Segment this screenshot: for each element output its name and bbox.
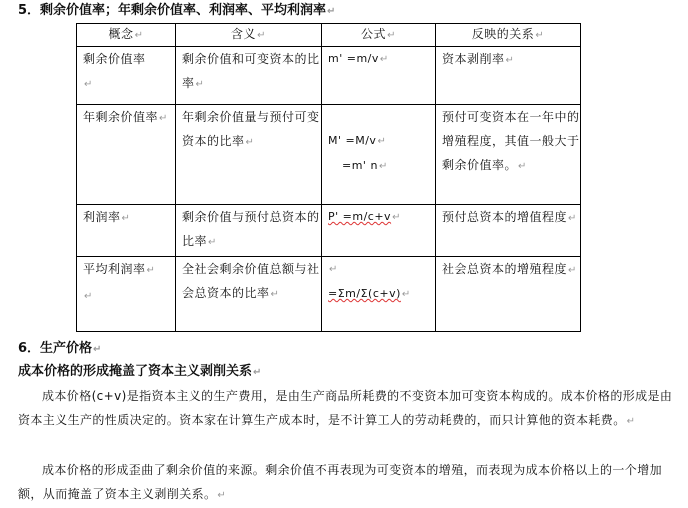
formula-cell: ↵ =Σm/Σ(c+v)↵ xyxy=(322,257,436,332)
header-cell: 反映的关系↵ xyxy=(436,24,581,47)
table-row xyxy=(77,105,581,205)
meaning-cell: 剩余价值和可变资本的比率↵ xyxy=(176,47,322,105)
concept-cell: 剩余价值率 ↵ xyxy=(77,47,176,105)
section-5-heading xyxy=(18,3,335,20)
concept-cell: 平均利润率↵ ↵ xyxy=(77,257,176,332)
concept-table xyxy=(76,23,581,332)
section-6-title: 6．生产价格 xyxy=(18,341,93,356)
header-cell: 含义↵ xyxy=(176,24,322,47)
concept-cell: 年剩余价值率↵ xyxy=(77,105,176,205)
paragraph-text: 成本价格的形成歪曲了剩余价值的来源。剩余价值不再表现为可变资本的增殖，而表现为成本价格以上的一个增加额，从而掩盖了资本主义剥削关系。 xyxy=(18,463,663,501)
paragraph-mark-icon: ↵ xyxy=(93,344,102,355)
subheading xyxy=(18,364,261,381)
meaning-cell: 剩余价值与预付总资本的比率↵ xyxy=(176,205,322,257)
section-6-heading xyxy=(18,341,101,358)
relation-cell: 资本剥削率↵ xyxy=(436,47,581,105)
meaning-cell: 全社会剩余价值总额与社会总资本的比率↵ xyxy=(176,257,322,332)
table-row xyxy=(77,205,581,257)
table-row xyxy=(77,47,581,105)
formula-cell: P' =m/c+v↵ xyxy=(322,205,436,257)
relation-cell: 预付总资本的增值程度↵ xyxy=(436,205,581,257)
header-cell: 概念↵ xyxy=(77,24,176,47)
subheading-text: 成本价格的形成掩盖了资本主义剥削关系 xyxy=(18,364,253,379)
body-paragraph: 成本价格(c+v)是指资本主义的生产费用，是由生产商品所耗费的不变资本加可变资本构成的。成本价格的形成是由资本主义生产的性质决定的。资本家在计算生产成本时，是不计算工人的劳动耗费的，而只计算他的资本耗费。↵ xyxy=(18,389,673,427)
relation-cell: 预付可变资本在一年中的增殖程度，其值一般大于剩余价值率。↵ xyxy=(436,105,581,205)
paragraph-mark-icon: ↵ xyxy=(327,6,336,17)
meaning-cell: 年剩余价值量与预付可变资本的比率↵ xyxy=(176,105,322,205)
paragraph-text: 成本价格(c+v)是指资本主义的生产费用，是由生产商品所耗费的不变资本加可变资本构成的。成本价格的形成是由资本主义生产的性质决定的。资本家在计算生产成本时，是不计算工人的劳动耗费的，而只计算他的资本耗费。 xyxy=(18,389,673,427)
concept-cell: 利润率↵ xyxy=(77,205,176,257)
relation-cell: 社会总资本的增殖程度↵ xyxy=(436,257,581,332)
table-row xyxy=(77,257,581,332)
body-paragraph: 成本价格的形成歪曲了剩余价值的来源。剩余价值不再表现为可变资本的增殖，而表现为成本价格以上的一个增加额，从而掩盖了资本主义剥削关系。↵ xyxy=(18,463,663,501)
section-5-title: 5．剩余价值率；年剩余价值率、利润率、平均利润率 xyxy=(18,3,327,18)
header-cell: 公式↵ xyxy=(322,24,436,47)
formula-cell: M' =M/v↵ =m' n↵ xyxy=(322,105,436,205)
paragraph-mark-icon: ↵ xyxy=(253,367,262,378)
formula-cell: m' =m/v↵ xyxy=(322,47,436,105)
table-header-row xyxy=(77,24,581,47)
